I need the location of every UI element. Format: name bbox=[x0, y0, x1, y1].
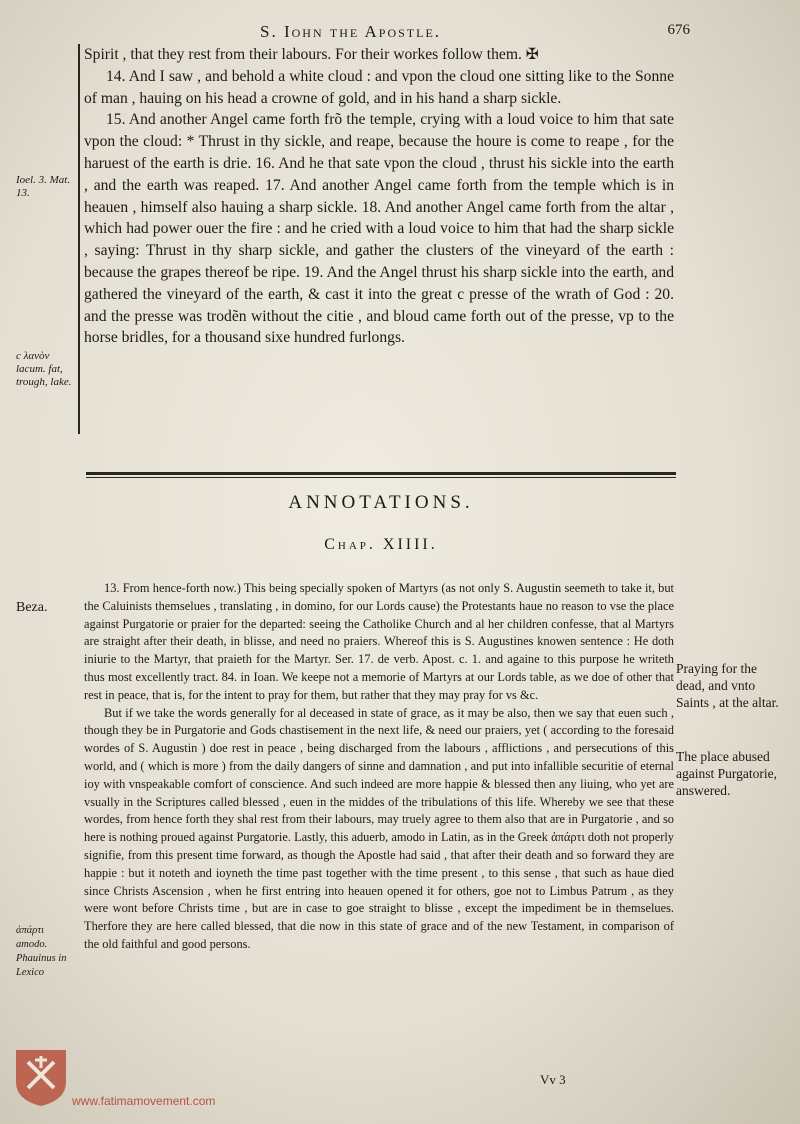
signature-mark: Vv 3 bbox=[540, 1072, 566, 1087]
site-logo bbox=[14, 1048, 68, 1108]
annotation-paragraph-2: But if we take the words generally for al deceased in state of grace, as it may be also, then we say that euen such , though they be in Purgatorie and Gods chastisement in the next life, & need our praiers, yet ( according to the foresaid wordes of S. Augustin ) doe rest in peace , being discharged from the labours , afflictions , and persecutions of this world, and ( which is more ) from the daily dangers of sinne and damnation , and put into infallible securitie of eternal ioy with vnspeakable comfort of conscience. And such indeed are more happie & blessed then any liuing, who yet are vsually in the Scriptures called blessed , euen in the middes of the tribulations of this life. Whereby we see that these wordes, from hence forth they shal rest from their labours, may truely agree to them also that are in Purgatorie , and so here is nothing proued against Purgatorie. Lastly, this aduerb, amodo in Latin, as in the Greek ἀπάρτι doth not properly signifie, from this present time forward, as though the Apostle had said , that after their death and so forward they are happie : but it noteth and ioyneth the time past together with the time present , to this sense , that such as haue died since Christs Ascension , when he first entring into heauen opened it for others, goe not to Limbus Patrum , as they were wont before Christs time , but are in case to goe straight to blisse , except the impediment be in themselues. Therfore they are here called blessed, that die now in this state of grace and of the new Testament, in comparison of the old faithful and good persons. bbox=[84, 705, 674, 951]
annotation-paragraph-1: 13. From hence-forth now.) This being specially spoken of Martyrs (as not only S. Augustin seemeth to take it, but the Caluinists themselues , translating , in domino, for our Lords cause) the Protestants haue no reason to vse the place against Purgatorie or praier for the departed: seeing the Catholike Church and al her children confesse, that al Martyrs are straight after their death, in blisse, and need no praiers. Whereof this is S. Augustines knowen sentence : He doth iniurie to the Martyr, that praieth for the Martyr. Ser. 17. de verb. Apost. c. 1. and againe to this purpose he writeth thus most excellently tract. 84. in Ioan. We keepe not a memorie of Martyrs at our Lords table, as we doe of other that rest in peace, that is, for the intent to pray for them, but rather that they may pray for vs &c. bbox=[84, 581, 674, 702]
margin-note-lacum: c λανὸν lacum. fat, trough, lake. bbox=[16, 350, 72, 388]
vertical-rule bbox=[78, 44, 80, 434]
watermark-link[interactable]: www.fatimamovement.com bbox=[72, 1094, 216, 1108]
divider-thick bbox=[86, 472, 676, 475]
running-title: S. Iohn the Apostle. bbox=[260, 22, 442, 41]
scripture-text bbox=[84, 44, 674, 349]
annotations-title: ANNOTATIONS. bbox=[288, 492, 474, 513]
shield-icon bbox=[14, 1048, 68, 1108]
scripture-paragraph-3: 15. And another Angel came forth frõ the temple, crying with a loud voice to him that sate vpon the cloud: * Thrust in thy sickle, and reape, because the houre is come to reape , for the haruest of the earth is drie. 16. And he that sate vpon the cloud , thrust his sickle into the earth , and the earth was reaped. 17. And another Angel came forth from the temple which is in heauen , himself also hauing a sharp sickle. 18. And another Angel came forth from the altar , which had power ouer the fire : and he cried with a loud voice to him that had the sharp sickle , saying: Thrust in thy sharp sickle, and gather the clusters of the vineyard of the earth : because the grapes thereof be ripe. 19. And the Angel thrust his sharp sickle into the earth, and gathered the vineyard of the earth, & cast it into the great c presse of the wrath of God : 20. and the presse was trodẽn without the citie , and bloud came forth out of the presse, vp to the horse bridles, for a thousand sixe hundred furlongs. bbox=[84, 111, 674, 347]
page-number: 676 bbox=[667, 22, 690, 38]
side-note-place: The place abused against Purgatorie, answered. bbox=[676, 749, 777, 798]
scripture-paragraph-1: Spirit , that they rest from their labours. For their workes follow them. ✠ bbox=[84, 46, 539, 63]
margin-note-greek: ἀπάρτι amodo. Phauinus in Lexico bbox=[16, 925, 67, 978]
running-head bbox=[260, 22, 690, 42]
annotations-text bbox=[84, 580, 674, 954]
scripture-paragraph-2: 14. And I saw , and behold a white cloud : and vpon the cloud one sitting like to the Sonne of man , hauing on his head a crowne of gold, and in his hand a sharp sickle. bbox=[84, 67, 674, 107]
divider-thin bbox=[86, 477, 676, 478]
chapter-title: Chap. XIIII. bbox=[324, 536, 438, 553]
margin-note-beza: Beza. bbox=[16, 600, 48, 615]
margin-note-joel: Ioel. 3. Mat. 13. bbox=[16, 174, 71, 199]
side-note-praying: Praying for the dead, and vnto Saints , at the altar. bbox=[676, 661, 779, 710]
